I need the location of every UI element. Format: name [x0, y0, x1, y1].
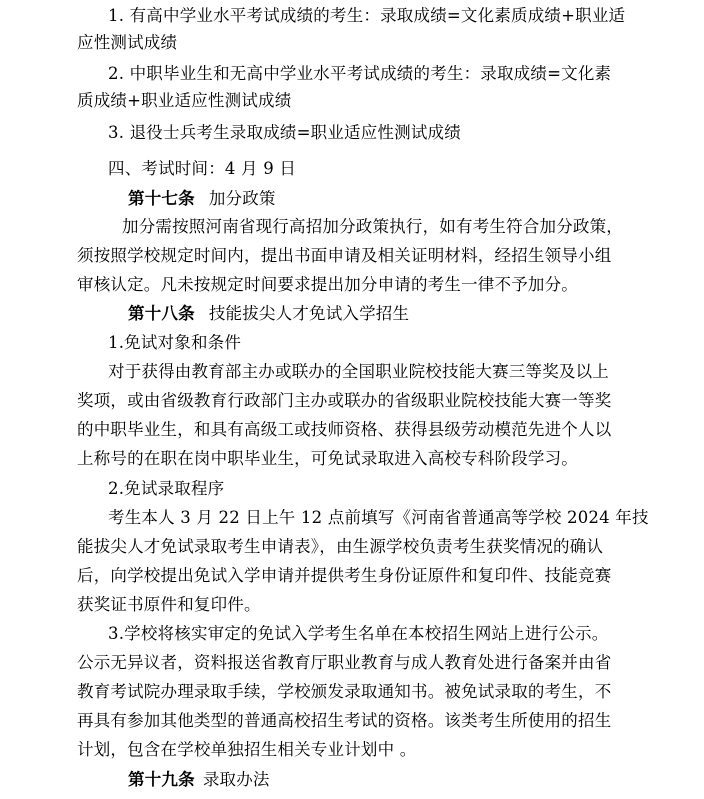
section-3-body-line-2: 公示无异议者，资料报送省教育厅职业教育与成人教育处进行备案并由省 — [77, 653, 612, 672]
article-17-number: 第十七条 — [128, 189, 195, 208]
section-3-body-line-1: 3.学校将核实审定的免试入学考生名单在本校招生网站上进行公示。 — [108, 624, 609, 643]
section-1-body-line-1: 对于获得由教育部主办或联办的全国职业院校技能大赛三等奖及以上 — [108, 362, 609, 381]
section-3-body-line-3: 教育考试院办理录取手续，学校颁发录取通知书。被免试录取的考生，不 — [77, 682, 612, 701]
article-17-heading — [0, 183, 704, 214]
section-1-body-line-3: 的中职毕业生，和具有高级工或技师资格、获得县级劳动模范先进个人以 — [77, 420, 612, 439]
section-2-body-line-3: 后，向学校提出免试入学申请并提供考生身份证原件和复印件、技能竞赛 — [77, 566, 612, 585]
score-rule-2-line-2: 质成绩+职业适应性测试成绩 — [77, 91, 292, 110]
section-2-body-line-1: 考生本人 3 月 22 日上午 12 点前填写《河南省普通高等学校 2024 年技 — [108, 508, 649, 527]
section-2-title: 2.免试录取程序 — [108, 479, 225, 498]
article-19-title: 录取办法 — [202, 770, 270, 789]
section-2-body-line-4: 获奖证书原件和复印件。 — [77, 595, 261, 614]
exam-time: 四、考试时间：4 月 9 日 — [108, 159, 297, 178]
article-17-body-line-1: 加分需按照河南省现行高招加分政策执行，如有考生符合加分政策， — [122, 217, 623, 236]
section-1-body-line-4: 上称号的在职在岗中职毕业生，可免试录取进入高校专科阶段学习。 — [77, 449, 578, 468]
article-18-number: 第十八条 — [128, 304, 195, 323]
score-rule-1-line-2: 应性测试成绩 — [77, 33, 178, 52]
score-rule-1-line-1: 1. 有高中学业水平考试成绩的考生：录取成绩=文化素质成绩+职业适 — [108, 6, 626, 25]
section-1-title: 1.免试对象和条件 — [108, 333, 242, 352]
article-18-heading — [0, 298, 704, 329]
article-17-title: 加分政策 — [208, 189, 276, 208]
section-3-body-line-5: 计划，包含在学校单独招生相关专业计划中 。 — [77, 740, 417, 759]
score-rule-2-line-1: 2. 中职毕业生和无高中学业水平考试成绩的考生：录取成绩=文化素 — [108, 64, 612, 83]
article-17-body-line-2: 须按照学校规定时间内，提出书面申请及相关证明材料，经招生领导小组 — [77, 246, 612, 265]
article-18-title: 技能拔尖人才免试入学招生 — [208, 304, 410, 323]
score-rule-3: 3. 退役士兵考生录取成绩=职业适应性测试成绩 — [108, 123, 461, 142]
article-19-heading — [0, 764, 704, 795]
article-17-body-line-3: 审核认定。凡未按规定时间要求提出加分申请的考生一律不予加分。 — [77, 275, 578, 294]
section-2-body-line-2: 能拔尖人才免试录取考生申请表》，由生源学校负责考生获奖情况的确认 — [77, 537, 604, 556]
section-3-body-line-4: 再具有参加其他类型的普通高校招生考试的资格。该类考生所使用的招生 — [77, 711, 612, 730]
section-1-body-line-2: 奖项，或由省级教育行政部门主办或联办的省级职业院校技能大赛一等奖 — [77, 391, 612, 410]
article-19-number: 第十九条 — [128, 770, 195, 789]
